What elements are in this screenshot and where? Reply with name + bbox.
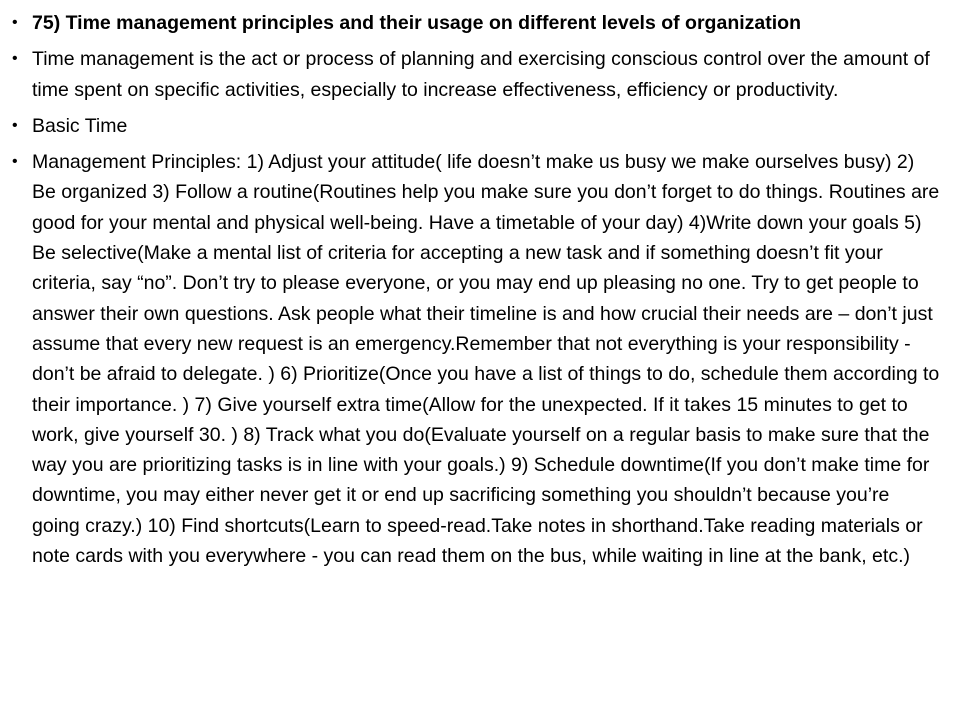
bullet-dot-icon: • [12, 116, 18, 134]
basic-time-text: Basic Time [32, 114, 128, 137]
bullet-dot-icon: • [12, 50, 18, 68]
bullet-list [12, 8, 942, 571]
bullet-principles [12, 147, 942, 571]
definition-text: Time management is the act or process of planning and exercising conscious control over the amount of time spent on specific activities, especially to increase effectiveness, efficiency or productivity. [32, 48, 930, 101]
bullet-dot-icon: • [12, 153, 18, 171]
bullet-dot-icon: • [12, 14, 18, 31]
bullet-definition [12, 44, 942, 105]
principles-text: Management Principles: 1) Adjust your attitude( life doesn’t make us busy we make ourselves busy) 2) Be organized 3) Follow a routine(Routines help you make sure you don’t forget to do things. Routines are good for your mental and physical well-being. Have a timetable of your day) 4)Write down your goals 5) Be selective(Make a mental list of criteria for accepting a new task and if something doesn’t fit your criteria, say “no”. Don’t try to please everyone, or you may end up pleasing no one. Try to get people to answer their own questions. Ask people what their timeline is and how crucial their needs are – don’t just assume that every new request is an emergency.Remember that not everything is your responsibility - don’t be afraid to delegate. ) 6) Prioritize(Once you have a list of things to do, schedule them according to their importance. ) 7) Give yourself extra time(Allow for the unexpected. If it takes 15 minutes to get to work, give yourself 30. ) 8) Track what you do(Evaluate yourself on a regular basis to make sure that the way you are prioritizing tasks is in line with your goals.) 9) Schedule downtime(If you don’t make time for downtime, you may either never get it or end up sacrificing something you shouldn’t because you’re going crazy.) 10) Find shortcuts(Learn to speed-read.Take notes in shorthand.Take reading materials or note cards with you everywhere - you can read them on the bus, while waiting in line at the bank, etc.) [32, 151, 940, 568]
bullet-basic-time [12, 111, 942, 141]
slide-heading: 75) Time management principles and their usage on different levels of organization [32, 12, 801, 34]
bullet-heading [12, 8, 942, 38]
